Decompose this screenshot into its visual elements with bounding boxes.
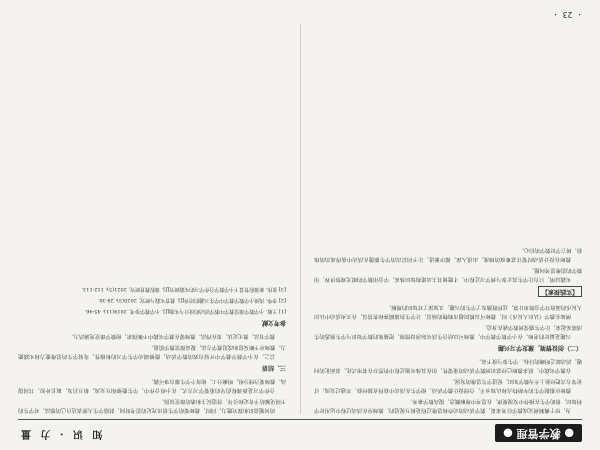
paragraph: 实践证明，只有让学生真正参与到学习过程中，才能使其主动建构知识体系，学会用数学的眼光观察世界，用数学的思维思考问题。 <box>314 267 582 282</box>
header-rule <box>18 419 582 420</box>
right-column <box>18 24 286 414</box>
paragraph: 教师应根据学生的年龄特点和认知水平，合理设计教学活动，使学生在活动中获得直接经验，并通过交流、讨论等方式把经验上升为数学知识，促进学生思维的发展。 <box>314 378 582 393</box>
paragraph: 的问题意识和探究能力。同时，教师要给学生留出充足的思考时间，鼓励学生大胆表达自己的想法，对学生的不同见解给予肯定和引导，营造民主和谐的课堂氛围。 <box>18 398 286 413</box>
paragraph: 总之，在小学数学教学中开展有效的数学活动，能够调动学生学习的积极性，发展学生的思维能力和实践能力。教师应不断反思和改进教学方法，提高课堂教学质量。 <box>18 344 286 359</box>
paragraph: 兴趣是最好的老师。在小学数学教学中，教师可以结合生活实际创设情境，把抽象的数学知识与学生熟悉的生活联系起来，让学生感受到数学就在身边。 <box>314 324 582 339</box>
section-heading: 三、结语 <box>261 364 286 371</box>
header-tagline: 知 识 · 力 量 <box>18 428 103 439</box>
paragraph: 例如在教学《认识人民币》时，教师可以模拟超市购物的场景，让学生扮演顾客和售货员，在买卖活动中认识人民币的面值并学会简单计算，这样既激发了学生的兴趣，又加深了对知识的理解。 <box>314 304 582 319</box>
reference-item: [2] 李华. 浅谈小学数学教学中学生兴趣的培养[J]. 教育实践与研究, 2020(3): 28-30. <box>97 297 286 303</box>
section-badge: ● 教学管理 ● <box>495 424 582 442</box>
page-number: · 23 · <box>553 10 582 19</box>
paragraph: 为，形于戴顺利完成教学任务来说，数学活动的动作和思维过程是相互促进的，教师应在活动过程中运用好学科知识，帮助学生在操作中发现规律，在思考中理解概念，提高数学素养。 <box>314 398 582 413</box>
paragraph: 合作学习是新课程倡导的重要学习方式。在小组合作中，学生能够相互交流、相互启发，取长补短，共同提高。教师要合理分组，明确分工，使每个学生都有事可做。 <box>18 378 286 393</box>
column-divider <box>300 24 301 414</box>
left-column <box>314 24 582 414</box>
paragraph: 教师在设计活动时要注意难度的梯度，由浅入深、循序渐进，让不同层次的学生都能在活动中获得成功的体验，树立学好数学的信心。 <box>314 247 582 262</box>
references-heading: 参考文献 <box>261 319 286 326</box>
reference-item: [3] 张伟. 新课程背景下小学数学合作学习的实践研究[J]. 课程教育研究, 2021(5): 112-113. <box>81 286 286 292</box>
page-header <box>18 422 582 442</box>
section-heading: （二）创设情境，激发学习兴趣 <box>497 344 582 351</box>
paragraph: 教学有法，教无定法，贵在得法。教师要在教学实践中不断探索，使数学课堂充满活力。 <box>68 333 275 339</box>
boxed-label: 【实践探索】 <box>538 286 582 297</box>
reference-item: [1] 王敏. 小学数学课堂教学中数学活动的设计与实施[J]. 小学教学参考, 2019(11): 45-46. <box>84 308 286 314</box>
paragraph: 在教学实践中，很多教师已经意识到数学活动的重要性，但在具体实施过程中仍然存在着形式化、表面化的问题，活动缺乏明确的目标，学生参与度不高。 <box>314 358 582 373</box>
